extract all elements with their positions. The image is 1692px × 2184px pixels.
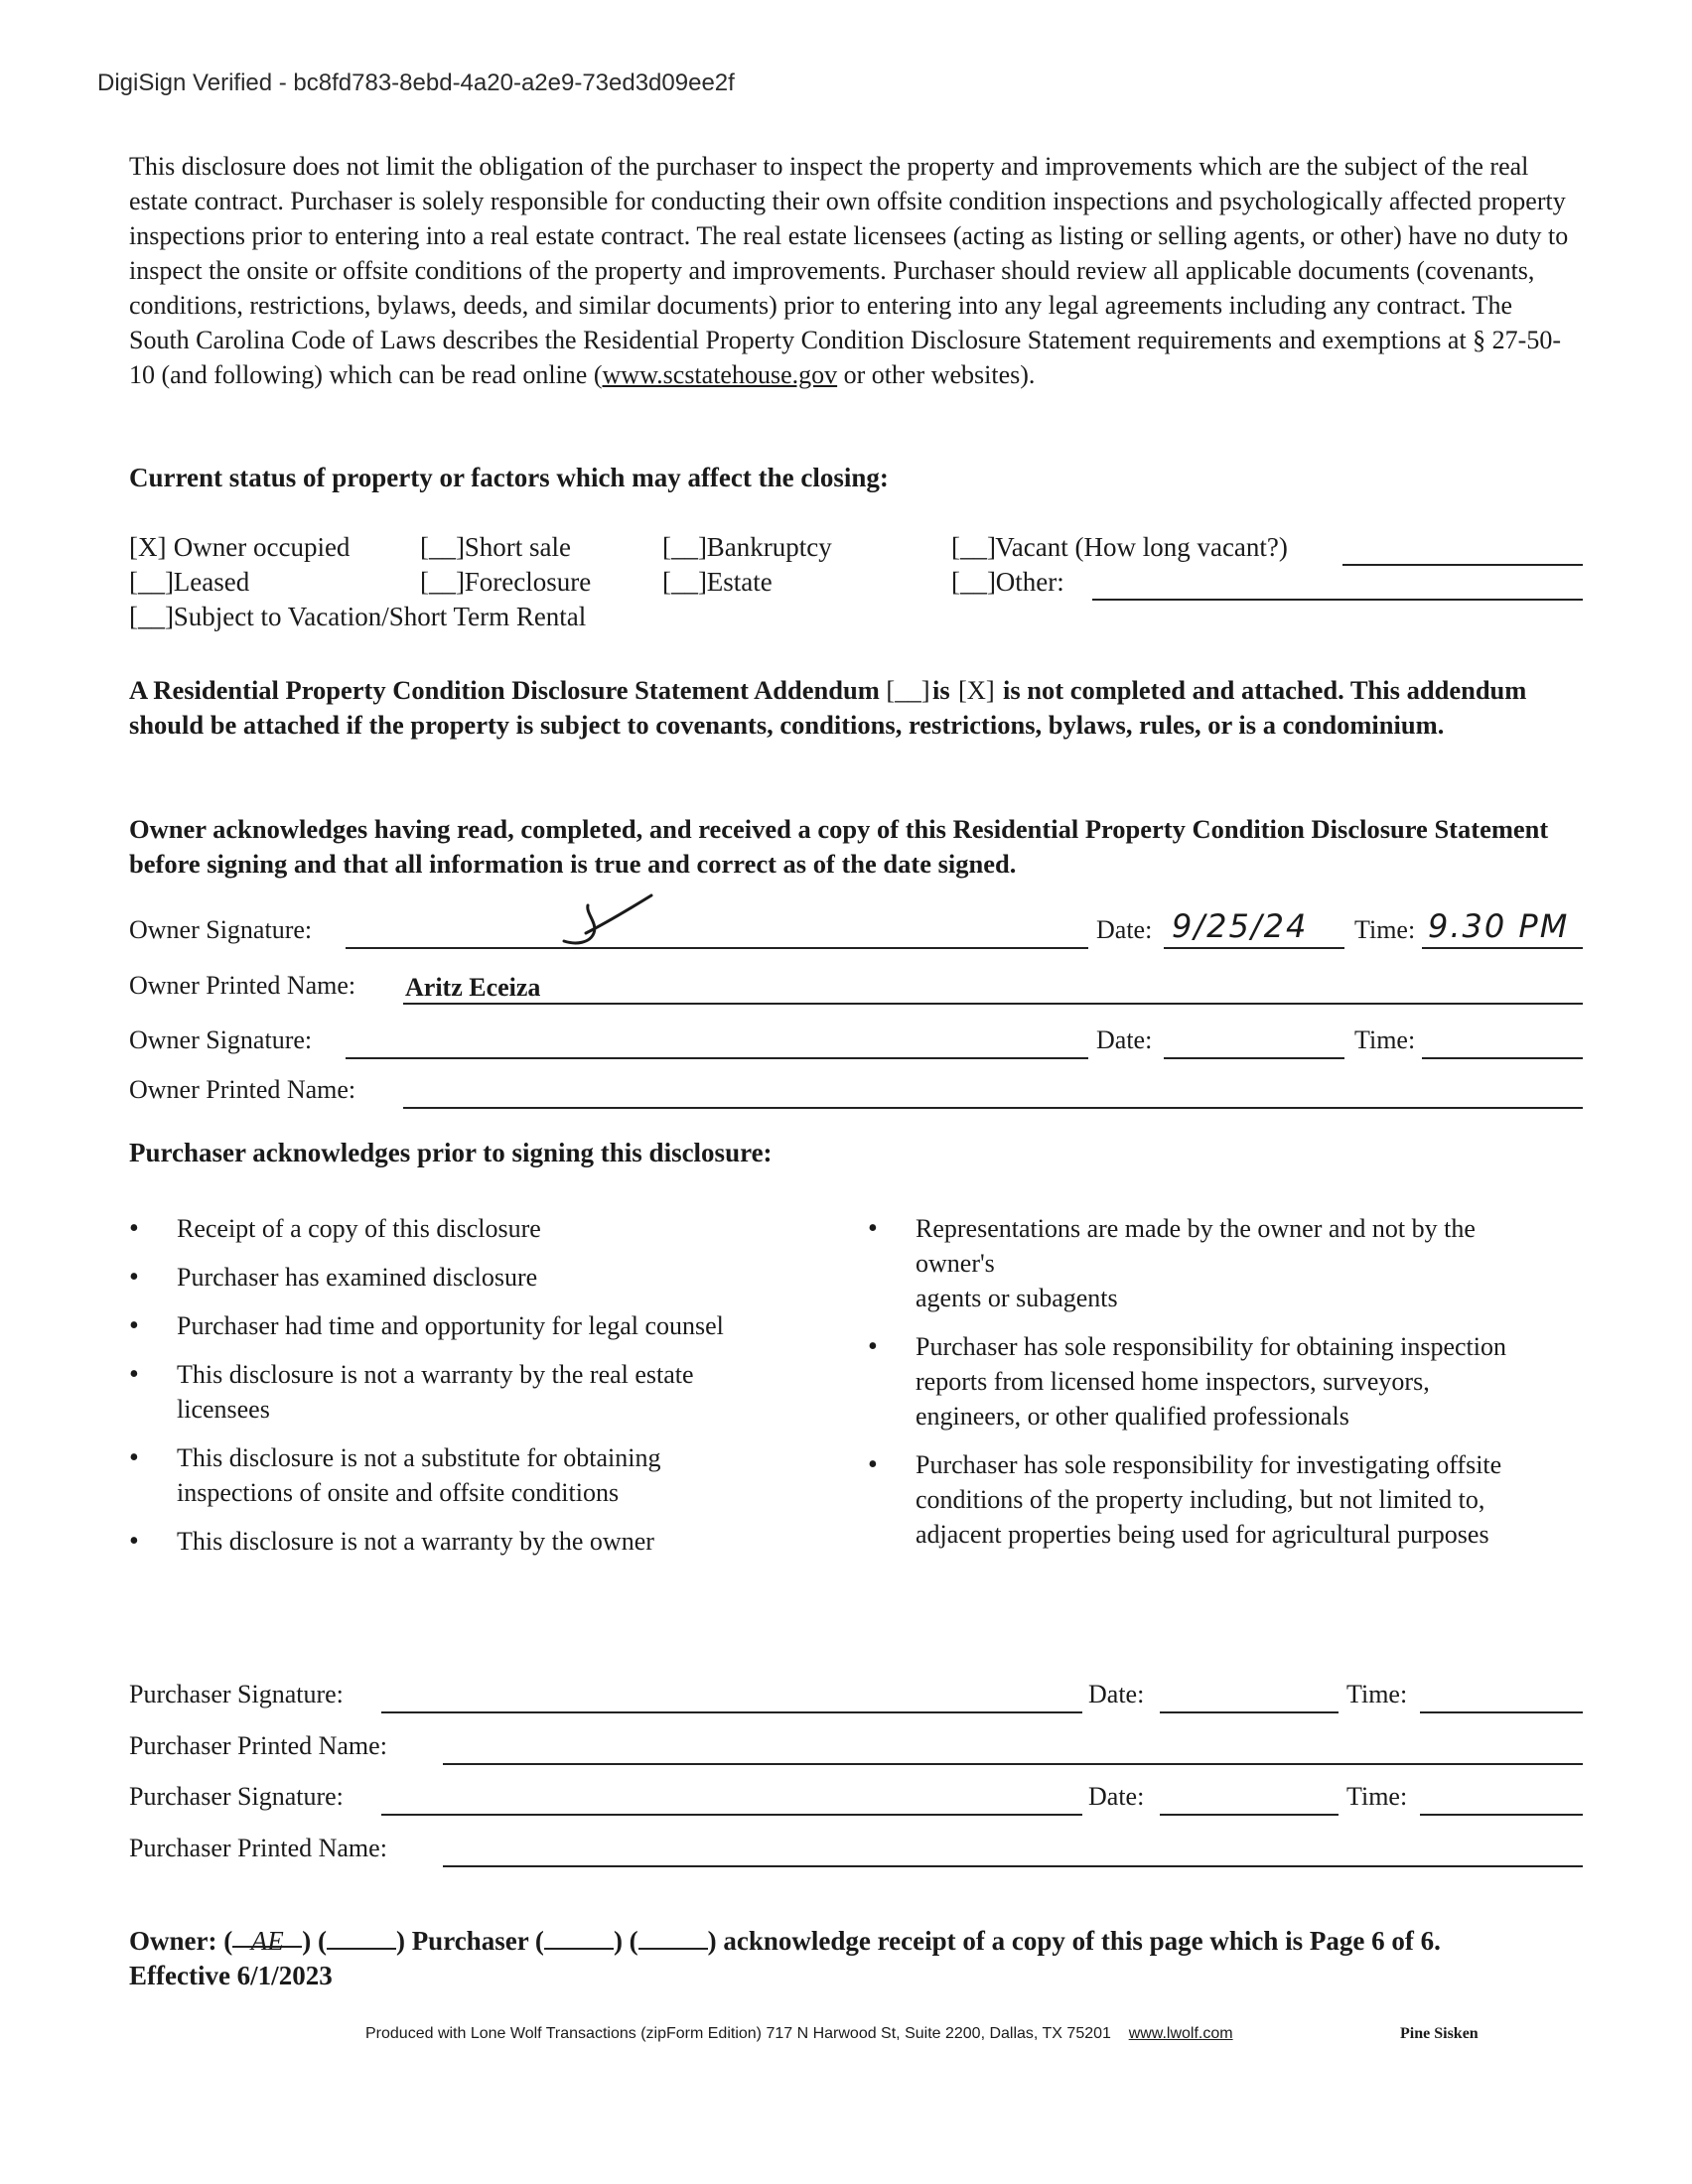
list-item: • Purchaser has examined disclosure: [129, 1260, 765, 1295]
checkbox-owner-occupied[interactable]: [129, 532, 350, 563]
purchaser-ack-list-left: [129, 1211, 765, 1572]
list-item: • Representations are made by the owner and not by the owner's agents or subagents: [868, 1211, 1523, 1315]
purchaser-printed-name-line-1[interactable]: [443, 1763, 1583, 1765]
checkbox-estate[interactable]: [662, 567, 773, 598]
purchaser-signature-label-2: Purchaser Signature:: [129, 1782, 344, 1811]
scstatehouse-link[interactable]: www.scstatehouse.gov: [602, 360, 838, 389]
owner-printed-name-value-1: Aritz Eceiza: [405, 973, 541, 1002]
checkbox-label: Subject to Vacation/Short Term Rental: [173, 602, 587, 631]
purchaser-ack-title: Purchaser acknowledges prior to signing this disclosure:: [129, 1138, 773, 1167]
owner-time-label-1: Time:: [1354, 915, 1416, 944]
intro-tail: or other websites).: [837, 360, 1036, 389]
digisign-verified-header: DigiSign Verified - bc8fd783-8ebd-4a20-a2e9-73ed3d09ee2f: [97, 69, 735, 96]
owner-date-line-1[interactable]: [1164, 947, 1344, 949]
owner-time-line-2[interactable]: [1422, 1057, 1583, 1059]
purchaser-date-label-2: Date:: [1088, 1782, 1145, 1811]
list-item: • Purchaser has sole responsibility for investigating offsite conditions of the property including, but not limited to, adjacent properties being used for agricultural purposes: [868, 1447, 1523, 1552]
addendum-statement: [129, 673, 1589, 743]
checkbox-mark: [__]: [951, 567, 996, 597]
produced-with-note: [365, 2025, 1233, 2043]
checkbox-label: Other:: [995, 567, 1064, 597]
checkbox-label: Foreclosure: [464, 567, 592, 597]
checkbox-bankruptcy[interactable]: [662, 532, 832, 563]
purchaser-date-line-2[interactable]: [1160, 1814, 1339, 1816]
footer-purchaser-label: ) Purchaser (: [395, 1926, 544, 1956]
checkbox-label: Bankruptcy: [706, 532, 832, 562]
list-item: • This disclosure is not a substitute for obtaining inspections of onsite and offsite conditions: [129, 1440, 765, 1510]
owner-signature-label-1: Owner Signature:: [129, 915, 313, 944]
purchaser-initials-2[interactable]: [638, 1928, 708, 1950]
checkbox-mark: [__]: [951, 532, 996, 562]
purchaser-ack-list-right: [868, 1211, 1523, 1566]
addendum-is: is: [925, 675, 957, 705]
owner-date-label-1: Date:: [1096, 915, 1153, 944]
checkbox-mark: [__]: [129, 602, 174, 631]
checkbox-mark: [X]: [129, 532, 167, 562]
checkbox-label: Leased: [173, 567, 250, 597]
footer-sep: ) (: [302, 1926, 327, 1956]
owner-time-value-1: 9.30 PM: [1428, 907, 1570, 945]
checkbox-mark: [__]: [420, 567, 465, 597]
addendum-pre: A Residential Property Condition Disclosure Statement Addendum: [129, 675, 887, 705]
list-item: • This disclosure is not a warranty by the owner: [129, 1524, 765, 1559]
checkbox-other[interactable]: [951, 567, 1064, 598]
purchaser-signature-label-1: Purchaser Signature:: [129, 1680, 344, 1708]
checkbox-label: Estate: [706, 567, 773, 597]
footer-sep-2: ) (: [613, 1926, 638, 1956]
owner-signature-label-2: Owner Signature:: [129, 1025, 313, 1054]
footer-end: ) acknowledge receipt of a copy of this page which is Page 6 of 6.: [707, 1926, 1441, 1956]
checkbox-label: Vacant (How long vacant?): [995, 532, 1288, 562]
lwolf-link[interactable]: www.lwolf.com: [1128, 2025, 1233, 2042]
owner-date-line-2[interactable]: [1164, 1057, 1344, 1059]
checkbox-label: Short sale: [464, 532, 571, 562]
purchaser-initials-1[interactable]: [544, 1928, 614, 1950]
checkbox-vacant[interactable]: [951, 532, 1288, 563]
other-description-line[interactable]: [1092, 599, 1583, 601]
owner-date-value-1: 9/25/24: [1172, 907, 1309, 945]
owner-initials-2[interactable]: [327, 1928, 396, 1950]
checkbox-vacation-rental[interactable]: [129, 602, 586, 632]
purchaser-signature-line-1[interactable]: [381, 1711, 1082, 1713]
checkbox-foreclosure[interactable]: [420, 567, 591, 598]
checkbox-label: Owner occupied: [173, 532, 351, 562]
owner-initials-1[interactable]: AE: [232, 1926, 302, 1948]
checkbox-mark: [__]: [420, 532, 465, 562]
purchaser-time-label-1: Time:: [1346, 1680, 1408, 1708]
vacant-duration-line[interactable]: [1342, 564, 1583, 566]
footer-owner-label: Owner: (: [129, 1926, 233, 1956]
produced-text: Produced with Lone Wolf Transactions (zipForm Edition) 717 N Harwood St, Suite 2200, Dallas, TX 75201: [365, 2025, 1111, 2042]
intro-paragraph: [129, 149, 1579, 392]
transaction-name: Pine Sisken: [1400, 2025, 1479, 2042]
checkbox-mark: [__]: [662, 532, 707, 562]
purchaser-date-line-1[interactable]: [1160, 1711, 1339, 1713]
list-item: • Purchaser had time and opportunity for legal counsel: [129, 1308, 765, 1343]
owner-date-label-2: Date:: [1096, 1025, 1153, 1054]
intro-text: This disclosure does not limit the obligation of the purchaser to inspect the property and improvements which are the subject of the real estate contract. Purchaser is solely responsible for conducting their own offsite condition inspections and psychologically affected property inspections prior to entering into a real estate contract. The real estate licensees (acting as listing or selling agents, or other) have no duty to inspect the onsite or offsite conditions of the property and improvements. Purchaser should review all applicable documents (covenants, conditions, restrictions, bylaws, deeds, and similar documents) prior to entering into any legal agreements including any contract. The South Carolina Code of Laws describes the Residential Property Condition Disclosure Statement requirements and exemptions at § 27-50-10 (and following) which can be read online (: [129, 152, 1569, 389]
checkbox-short-sale[interactable]: [420, 532, 571, 563]
purchaser-printed-name-label-1: Purchaser Printed Name:: [129, 1731, 387, 1760]
owner-printed-name-label-1: Owner Printed Name:: [129, 971, 356, 1000]
list-item: • This disclosure is not a warranty by the real estate licensees: [129, 1357, 765, 1427]
checkbox-leased[interactable]: [129, 567, 249, 598]
purchaser-signature-line-2[interactable]: [381, 1814, 1082, 1816]
addendum-post: is not completed and attached. This addendum should be attached if the property is subject to covenants, conditions, restrictions, bylaws, rules, or is a condominium.: [129, 675, 1527, 740]
owner-time-line-1[interactable]: [1422, 947, 1583, 949]
owner-printed-name-line-2[interactable]: [403, 1107, 1583, 1109]
purchaser-printed-name-line-2[interactable]: [443, 1865, 1583, 1867]
addendum-is-checkbox[interactable]: [__]: [886, 675, 930, 705]
owner-signature-mark: [556, 893, 665, 953]
owner-signature-line-2[interactable]: [346, 1057, 1088, 1059]
checkbox-mark: [__]: [662, 567, 707, 597]
list-item: • Receipt of a copy of this disclosure: [129, 1211, 765, 1246]
footer-acknowledgement: [129, 1926, 1441, 1957]
purchaser-time-label-2: Time:: [1346, 1782, 1408, 1811]
owner-acknowledgement: Owner acknowledges having read, completed, and received a copy of this Residential Property Condition Disclosure Statement before signing and that all information is true and correct as of the date signed.: [129, 814, 1549, 879]
effective-date: Effective 6/1/2023: [129, 1961, 333, 1990]
addendum-is-not-checkbox[interactable]: [X]: [957, 675, 995, 705]
purchaser-printed-name-label-2: Purchaser Printed Name:: [129, 1834, 387, 1862]
purchaser-time-line-1[interactable]: [1420, 1711, 1583, 1713]
owner-time-label-2: Time:: [1354, 1025, 1416, 1054]
checkbox-mark: [__]: [129, 567, 174, 597]
list-item: • Purchaser has sole responsibility for obtaining inspection reports from licensed home inspectors, surveyors, engineers, or other qualified professionals: [868, 1329, 1523, 1433]
purchaser-date-label-1: Date:: [1088, 1680, 1145, 1708]
purchaser-time-line-2[interactable]: [1420, 1814, 1583, 1816]
owner-printed-name-label-2: Owner Printed Name:: [129, 1075, 356, 1104]
owner-signature-line-1[interactable]: [346, 947, 1088, 949]
owner-printed-name-line-1[interactable]: [403, 1003, 1583, 1005]
status-section-title: Current status of property or factors which may affect the closing:: [129, 463, 889, 492]
